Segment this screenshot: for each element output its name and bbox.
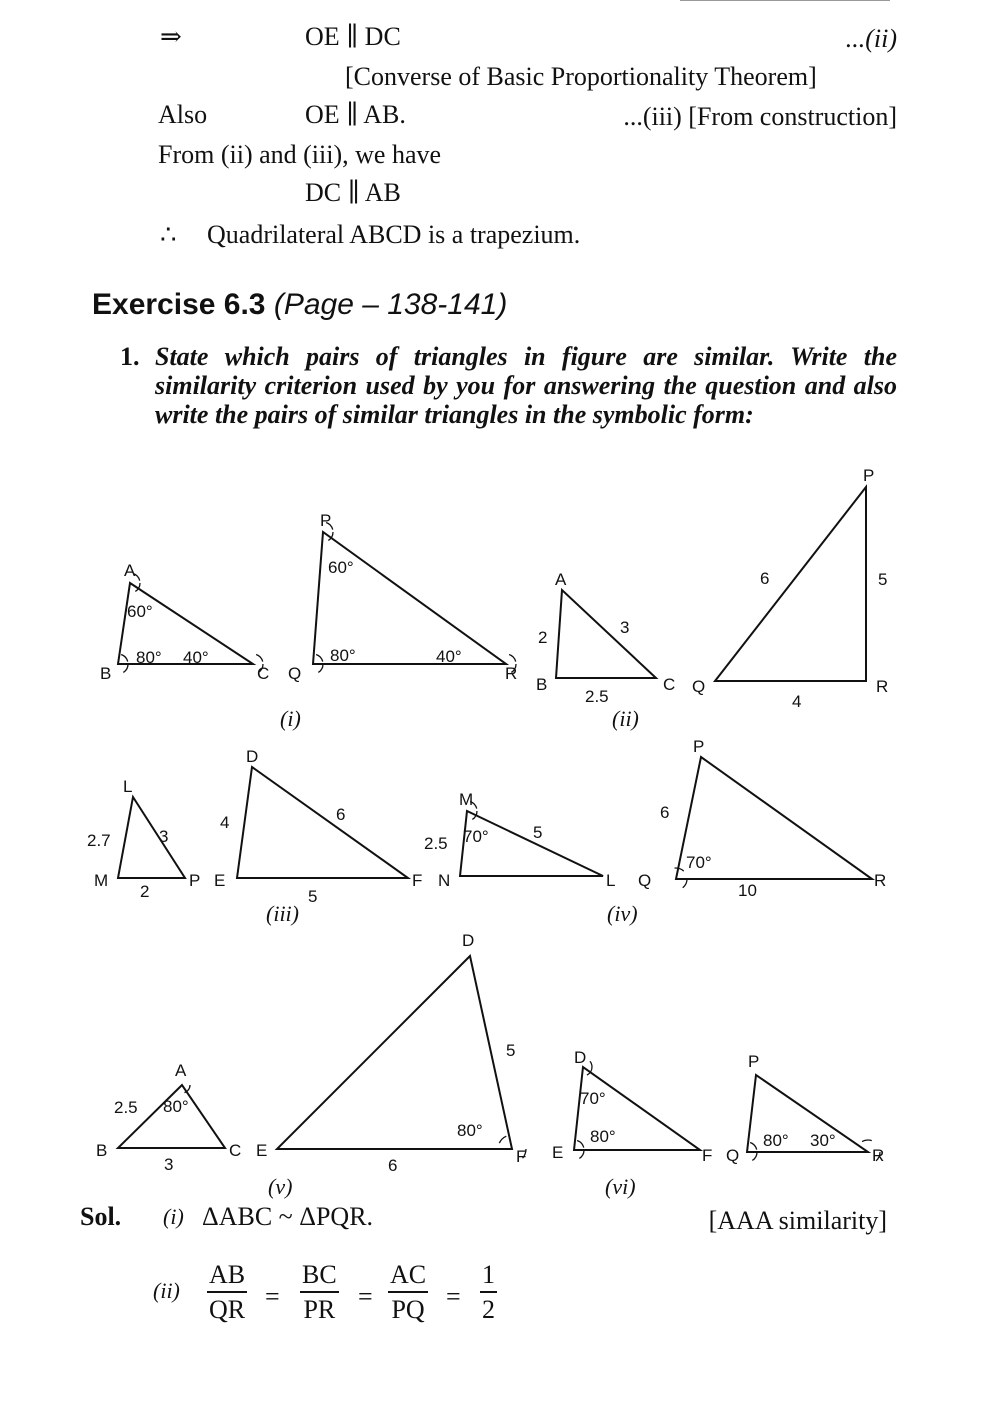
numerator: BC [300,1262,339,1293]
figure-label: 2.5 [585,687,609,706]
denominator: 2 [482,1295,495,1324]
figure-label: 30° [810,1131,836,1150]
denominator: PR [303,1295,336,1324]
denominator: PQ [391,1295,425,1324]
figure-label: M [94,871,109,890]
figure-label: A [555,570,567,589]
triangle-large [237,767,408,878]
statement-oe-ab: OE ∥ AB. [305,100,406,129]
figure-label: R [505,664,518,683]
figure-caption: (vi) [605,1174,636,1199]
fraction-ab-qr [207,1262,247,1323]
equation-ref-ii: ...(ii) [845,24,897,53]
figure-label: 5 [878,570,888,589]
figure-label: Q [692,677,706,696]
triangle-large [715,487,866,681]
figure-label: 2 [538,628,548,647]
figure-label: B [96,1141,108,1160]
figure-label: P [863,466,875,485]
figure-label: 60° [328,558,354,577]
figure-label: N [438,871,451,890]
figure-label: 2.5 [424,834,448,853]
solution-part-i-label: (i) [163,1204,184,1229]
figure-label: 70° [686,853,712,872]
figure-label: P [189,871,201,890]
figure-caption: (iii) [266,901,299,926]
solution-label: Sol. [80,1202,122,1231]
exercise-title: Exercise 6.3 [92,288,266,321]
figure-label: P [748,1052,760,1071]
figure-label: E [256,1141,268,1160]
figure-label: M [459,790,474,809]
figure-label: 4 [792,692,802,711]
equation-ref-iii: ...(iii) [From construction] [623,102,897,131]
equals-sign: = [358,1282,373,1311]
figure-label: 40° [183,648,209,667]
fraction-bc-pr [300,1262,339,1323]
numerator: 1 [480,1262,497,1293]
solution-part-ii-label: (ii) [153,1278,180,1303]
figure-label: R [872,1146,885,1165]
equals-sign: = [265,1282,280,1311]
question-number: 1. [120,342,140,371]
statement-oe-dc: OE ∥ DC [305,22,401,51]
figure-label: P [693,737,705,756]
also-label: Also [158,100,208,129]
question-text: State which pairs of triangles in figure are similar. Write the similarity criterion used by you for answering the question and also write the pairs of similar triangles in the symbolic form: [155,342,897,429]
figure-label: 5 [308,887,318,906]
figure-label: 2 [140,882,150,901]
figure-label: 10 [738,881,757,900]
figure-label: 80° [163,1097,189,1116]
denominator: QR [209,1295,246,1324]
figure-label: 6 [388,1156,398,1175]
figure-label: 70° [463,827,489,846]
figure-label: 80° [457,1121,483,1140]
figure-label: F [702,1146,713,1165]
figure-label: Q [638,871,652,890]
figure-label: R [874,871,887,890]
solution-part-i-text: ΔABC ~ ΔPQR. [202,1202,374,1231]
figure-label: 2.7 [87,831,111,850]
figure-label: R [876,677,889,696]
figure-label: Q [288,664,302,683]
figure-label: 80° [136,648,162,667]
figure-label: 5 [533,823,543,842]
fraction-ac-pq [388,1262,428,1323]
figure-label: Q [726,1146,740,1165]
figure-label: C [663,675,676,694]
figure-label: 80° [763,1131,789,1150]
figure-label: 40° [436,647,462,666]
figure-label: 5 [506,1041,516,1060]
figure-label: 80° [330,646,356,665]
figure-label: A [124,561,136,580]
figure-caption: (iv) [607,901,638,926]
figure-label: D [246,747,259,766]
figure-label: 3 [159,827,169,846]
figure-label: A [175,1061,187,1080]
figure-label: B [100,664,112,683]
fraction-one-half [480,1262,497,1323]
figure-label: L [606,871,616,890]
figure-label: L [123,777,133,796]
figure-label: F [516,1147,527,1166]
statement-dc-ab: DC ∥ AB [305,178,401,207]
numerator: AC [388,1262,428,1293]
converse-reason: [Converse of Basic Proportionality Theorem] [345,62,817,91]
figure-label: D [462,931,475,950]
figure-label: C [229,1141,242,1160]
figure-label: B [536,675,548,694]
therefore-symbol: ∴ [160,220,177,249]
conclusion: Quadrilateral ABCD is a trapezium. [207,220,581,249]
figure-label: E [552,1143,564,1162]
figure-label: 3 [164,1155,174,1174]
figure-label: 80° [590,1127,616,1146]
figure-label: E [214,871,226,890]
implies-symbol: ⇒ [160,22,182,51]
triangle-large [313,532,506,664]
triangle-small [556,590,656,678]
equals-sign: = [446,1282,461,1311]
figure-label: 6 [336,805,346,824]
figure-label: 2.5 [114,1098,138,1117]
figure-label: F [412,871,423,890]
solution-part-i-reason: [AAA similarity] [708,1206,887,1235]
figure-label: 70° [580,1089,606,1108]
figure-caption: (i) [280,706,301,731]
figure-label: D [574,1048,587,1067]
triangle-small [118,797,185,878]
figure-label: P [320,511,332,530]
figure-label: C [257,664,270,683]
figure-caption: (ii) [612,706,639,731]
from-line: From (ii) and (iii), we have [158,140,442,169]
figure-label: 6 [660,803,670,822]
figure-caption: (v) [268,1174,293,1199]
figure-label: 4 [220,813,230,832]
numerator: AB [207,1262,247,1293]
figure-label: 3 [620,618,630,637]
exercise-pages: (Page – 138-141) [273,288,508,321]
figure-label: 6 [760,569,770,588]
figure-label: 60° [127,602,153,621]
